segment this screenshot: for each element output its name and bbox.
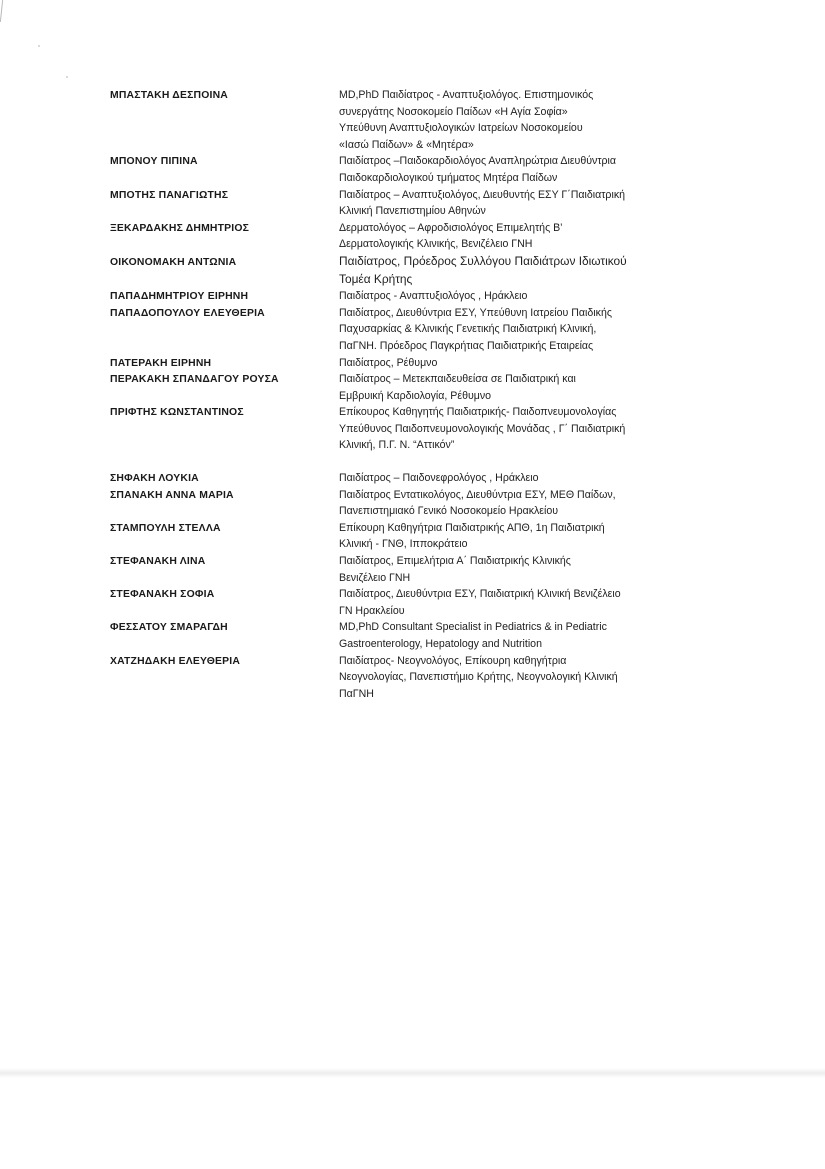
description-line: Παιδίατρος, Ρέθυμνο [339, 356, 438, 369]
description-line: Δερματολόγος – Αφροδισιολόγος Επιμελητής Β’ [339, 221, 563, 234]
description-line: ΠαΓΝΗ. Πρόεδρος Παγκρήτιας Παιδιατρικής Εταιρείας [339, 339, 594, 352]
description-line: Κλινική - ΓΝΘ, Ιπποκράτειο [339, 538, 468, 551]
list-item [110, 553, 710, 586]
scan-artifact-line [0, 0, 3, 22]
person-name: ΣΤΕΦΑΝΑΚΗ ΛΙΝΑ [110, 556, 206, 568]
person-description [339, 153, 710, 186]
description-line: Πανεπιστημιακό Γενικό Νοσοκομείο Ηρακλείου [339, 505, 559, 518]
description-line: Παιδίατρος – Αναπτυξιολόγος, Διευθυντής ΕΣΥ Γ΄Παιδιατρική [339, 188, 626, 201]
description-line: Παιδίατρος, Επιμελήτρια Α΄ Παιδιατρικής Κλινικής [339, 555, 571, 568]
description-line: Νεογνολογίας, Πανεπιστήμιο Κρήτης, Νεογνολογική Κλινική [339, 671, 618, 684]
person-name: ΦΕΣΣΑΤΟΥ ΣΜΑΡΑΓΔΗ [110, 622, 228, 634]
person-description [339, 404, 710, 454]
person-description [339, 470, 710, 487]
description-line: Επίκουρη Καθηγήτρια Παιδιατρικής ΑΠΘ, 1η Παιδιατρική [339, 521, 605, 534]
description-line: Παιδίατρος, Διευθύντρια ΕΣΥ, Παιδιατρική Κλινική Βενιζέλειο [339, 588, 621, 601]
scan-artifact-band [0, 1068, 825, 1078]
description-line: Κλινική Πανεπιστημίου Αθηνών [339, 205, 486, 218]
person-name: ΧΑΤΖΗΔΑΚΗ ΕΛΕΥΘΕΡΙΑ [110, 655, 241, 667]
list-item [110, 187, 710, 220]
list-item [110, 653, 710, 703]
description-line: Κλινική, Π.Γ. Ν. “Αττικόν” [339, 439, 455, 452]
list-item [110, 520, 710, 553]
description-line: Παιδίατρος - Αναπτυξιολόγος , Ηράκλειο [339, 290, 528, 303]
scan-artifact-dot [38, 45, 40, 47]
description-line: Εμβρυική Καρδιολογία, Ρέθυμνο [339, 389, 492, 402]
speaker-list [110, 87, 710, 702]
description-line: MD,PhD Παιδίατρος - Αναπτυξιολόγος. Επιστημονικός [339, 89, 594, 101]
person-name: ΜΠΟΤΗΣ ΠΑΝΑΓΙΩΤΗΣ [110, 189, 229, 201]
person-description [339, 619, 710, 652]
description-line: Παιδοκαρδιολογικού τμήματος Μητέρα Παίδων [339, 171, 558, 184]
list-item [110, 470, 710, 487]
description-line: Δερματολογικής Κλινικής, Βενιζέλειο ΓΝΗ [339, 238, 533, 251]
person-name: ΣΤΕΦΑΝΑΚΗ ΣΟΦΙΑ [110, 589, 215, 601]
person-name: ΣΠΑΝΑΚΗ ΑΝΝΑ ΜΑΡΙΑ [110, 489, 234, 501]
description-line: Βενιζέλειο ΓΝΗ [339, 571, 411, 584]
person-description [339, 187, 710, 220]
person-description [339, 87, 710, 153]
description-line: Παιδίατρος, Διευθύντρια ΕΣΥ, Υπεύθυνη Ιατρείου Παιδικής [339, 306, 612, 319]
description-line: Τομέα Κρήτης [339, 271, 413, 286]
person-name: ΜΠΟΝΟΥ ΠΙΠΙΝΑ [110, 156, 198, 168]
list-item [110, 487, 710, 520]
list-item [110, 619, 710, 652]
description-line: Παχυσαρκίας & Κλινικής Γενετικής Παιδιατρική Κλινική, [339, 323, 597, 336]
list-item [110, 220, 710, 253]
person-name: ΟΙΚΟΝΟΜΑΚΗ ΑΝΤΩΝΙΑ [110, 256, 237, 268]
person-name: ΜΠΑΣΤΑΚΗ ΔΕΣΠΟΙΝΑ [110, 90, 229, 101]
description-line: ΓΝ Ηρακλείου [339, 604, 405, 617]
list-item [110, 305, 710, 355]
description-line: MD,PhD Consultant Specialist in Pediatrics & in Pediatric [339, 621, 607, 634]
person-name: ΞΕΚΑΡΔΑΚΗΣ ΔΗΜΗΤΡΙΟΣ [110, 222, 250, 234]
person-name: ΠΑΠΑΔΗΜΗΤΡΙΟΥ ΕΙΡΗΝΗ [110, 291, 249, 303]
scan-artifact-dot [66, 76, 68, 78]
description-line: Παιδίατρος, Πρόεδρος Συλλόγου Παιδιάτρων Ιδιωτικού [339, 253, 627, 268]
list-item [110, 371, 710, 404]
description-line: Παιδίατρος Εντατικολόγος, Διευθύντρια ΕΣΥ, ΜΕΘ Παίδων, [339, 488, 616, 501]
list-item [110, 288, 710, 305]
description-line: ΠαΓΝΗ [339, 687, 374, 700]
person-name: ΣΗΦΑΚΗ ΛΟΥΚΙΑ [110, 473, 199, 485]
description-line: Gastroenterology, Hepatology and Nutrition [339, 638, 542, 650]
person-description [339, 586, 710, 619]
description-line: Επίκουρος Καθηγητής Παιδιατρικής- Παιδοπνευμονολογίας [339, 406, 617, 419]
person-description [339, 487, 710, 520]
description-line: Υπεύθυνος Παιδοπνευμονολογικής Μονάδας , Γ΄ Παιδιατρική [339, 422, 626, 435]
list-item [110, 87, 710, 153]
list-item [110, 153, 710, 186]
description-line: Υπεύθυνη Αναπτυξιολογικών Ιατρείων Νοσοκομείου [339, 122, 583, 135]
list-item [110, 253, 710, 288]
description-line: συνεργάτης Νοσοκομείο Παίδων «Η Αγία Σοφία» [339, 105, 568, 118]
person-description [339, 553, 710, 586]
person-name: ΠΑΤΕΡΑΚΗ ΕΙΡΗΝΗ [110, 357, 212, 369]
person-name: ΠΡΙΦΤΗΣ ΚΩΝΣΤΑΝΤΙΝΟΣ [110, 407, 244, 419]
person-description [339, 253, 710, 288]
person-name: ΣΤΑΜΠΟΥΛΗ ΣΤΕΛΛΑ [110, 522, 221, 534]
description-line: Παιδίατρος –Παιδοκαρδιολόγος Αναπληρώτρια Διευθύντρια [339, 155, 617, 168]
list-item [110, 404, 710, 470]
person-description [339, 653, 710, 703]
person-name: ΠΕΡΑΚΑΚΗ ΣΠΑΝΔΑΓΟΥ ΡΟΥΣΑ [110, 374, 279, 386]
list-item [110, 355, 710, 372]
person-description [339, 355, 710, 372]
description-line: Παιδίατρος – Παιδονεφρολόγος , Ηράκλειο [339, 472, 539, 485]
description-line: Παιδίατρος – Μετεκπαιδευθείσα σε Παιδιατρική και [339, 373, 576, 386]
person-description [339, 371, 710, 404]
person-description [339, 220, 710, 253]
person-description [339, 305, 710, 355]
person-description [339, 288, 710, 305]
list-item [110, 586, 710, 619]
description-line: «Ιασώ Παίδων» & «Μητέρα» [339, 138, 474, 151]
description-line: Παιδίατρος- Νεογνολόγος, Επίκουρη καθηγήτρια [339, 654, 567, 667]
person-name: ΠΑΠΑΔΟΠΟΥΛΟΥ ΕΛΕΥΘΕΡΙΑ [110, 307, 265, 319]
person-description [339, 520, 710, 553]
